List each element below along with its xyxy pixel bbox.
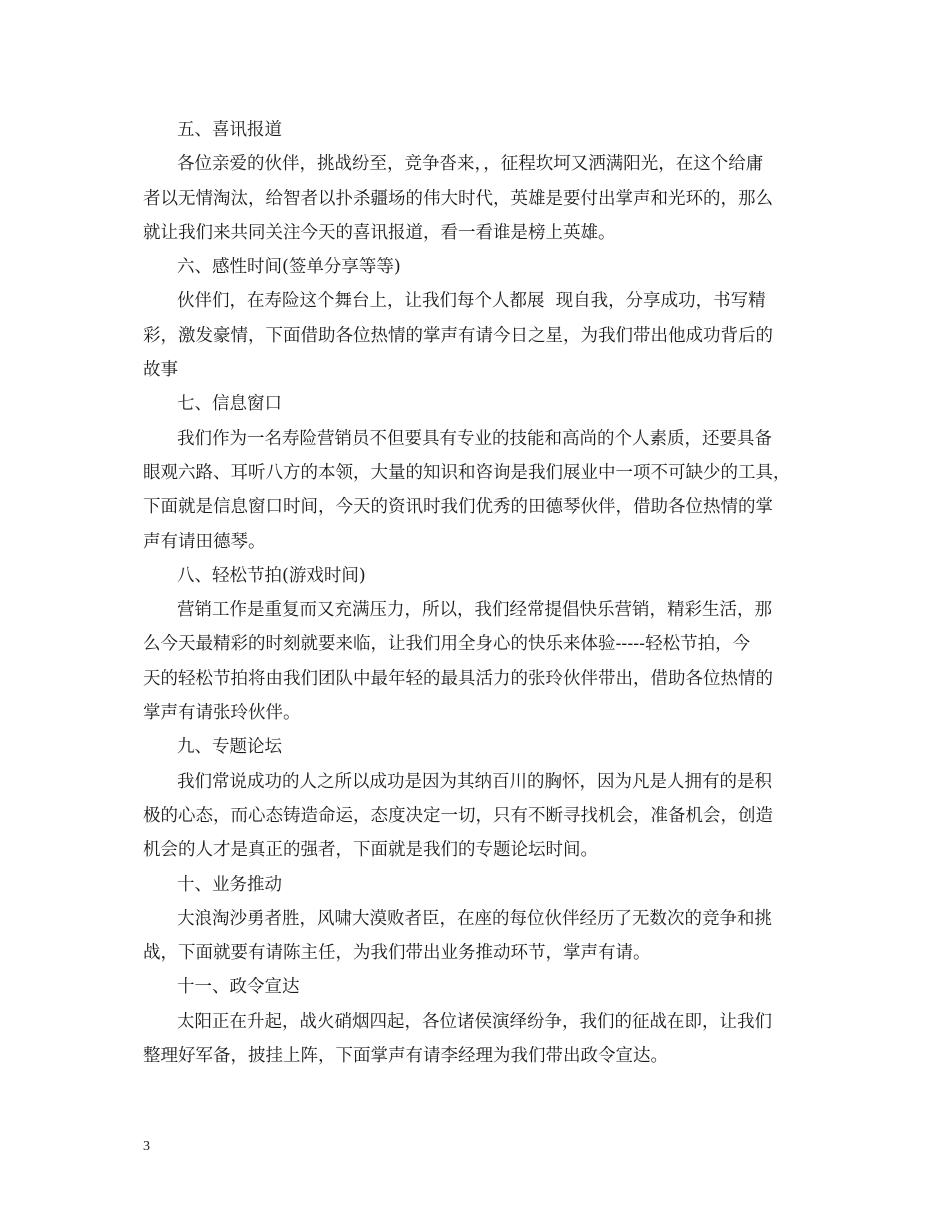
paragraph-line: 彩，激发豪情，下面借助各位热情的掌声有请今日之星，为我们带出他成功背后的 — [143, 325, 773, 346]
paragraph-line: 战，下面就要有请陈主任，为我们带出业务推动环节，掌声有请。 — [143, 943, 651, 964]
section-heading: 六、感性时间(签单分享等等) — [177, 257, 401, 278]
paragraph-line: 伙伴们，在寿险这个舞台上，让我们每个人都展 现自我，分享成功，书写精 — [177, 291, 766, 312]
paragraph-line: 掌声有请张玲伙伴。 — [143, 703, 301, 724]
section-heading: 九、专题论坛 — [177, 737, 282, 758]
paragraph-line: 极的心态，而心态铸造命运，态度决定一切，只有不断寻找机会，准备机会，创造 — [143, 805, 773, 826]
section-heading: 五、喜讯报道 — [177, 120, 282, 140]
paragraph-line: 故事 — [143, 360, 178, 381]
paragraph-line: 太阳正在升起，战火硝烟四起，各位诸侯演绎纷争，我们的征战在即，让我们 — [177, 1011, 772, 1032]
paragraph-line: 下面就是信息窗口时间，今天的资讯时我们优秀的田德琴伙伴，借助各位热情的掌 — [143, 497, 773, 518]
paragraph-line: 我们常说成功的人之所以成功是因为其纳百川的胸怀，因为凡是人拥有的是积 — [177, 771, 772, 792]
paragraph-line: 者以无情淘汰，给智者以扑杀疆场的伟大时代，英雄是要付出掌声和光环的，那么 — [143, 188, 773, 209]
paragraph-line: 我们作为一名寿险营销员不但要具有专业的技能和高尚的个人素质，还要具备 — [177, 428, 772, 449]
paragraph-line: 天的轻松节拍将由我们团队中最年轻的最具活力的张玲伙伴带出，借助各位热情的 — [143, 668, 773, 689]
paragraph-line: 机会的人才是真正的强者，下面就是我们的专题论坛时间。 — [143, 840, 598, 861]
paragraph-line: 声有请田德琴。 — [143, 531, 266, 552]
paragraph-line: 营销工作是重复而又充满压力，所以，我们经常提倡快乐营销，精彩生活，那 — [177, 600, 772, 621]
section-heading: 七、信息窗口 — [177, 394, 282, 415]
paragraph-line: 大浪淘沙勇者胜，风啸大漠败者臣，在座的每位伙伴经历了无数次的竞争和挑 — [177, 908, 772, 929]
page-number: 3 — [143, 1139, 150, 1154]
section-heading: 十一、政令宣达 — [177, 977, 300, 998]
paragraph-line: 整理好军备，披挂上阵，下面掌声有请李经理为我们带出政令宣达。 — [143, 1046, 668, 1067]
paragraph-line: 么今天最精彩的时刻就要来临，让我们用全身心的快乐来体验-----轻松节拍，今 — [143, 634, 751, 655]
section-heading: 八、轻松节拍(游戏时间) — [177, 565, 366, 586]
paragraph-line: 眼观六路、耳听八方的本领，大量的知识和咨询是我们展业中一项不可缺少的工具， — [143, 462, 791, 483]
paragraph-line: 就让我们来共同关注今天的喜讯报道，看一看谁是榜上英雄。 — [143, 222, 616, 243]
section-heading: 十、业务推动 — [177, 874, 282, 895]
document-body — [143, 113, 823, 1073]
paragraph-line: 各位亲爱的伙伴，挑战纷至，竞争沓来，，征程坎坷又洒满阳光，在这个给庸 — [177, 154, 764, 175]
